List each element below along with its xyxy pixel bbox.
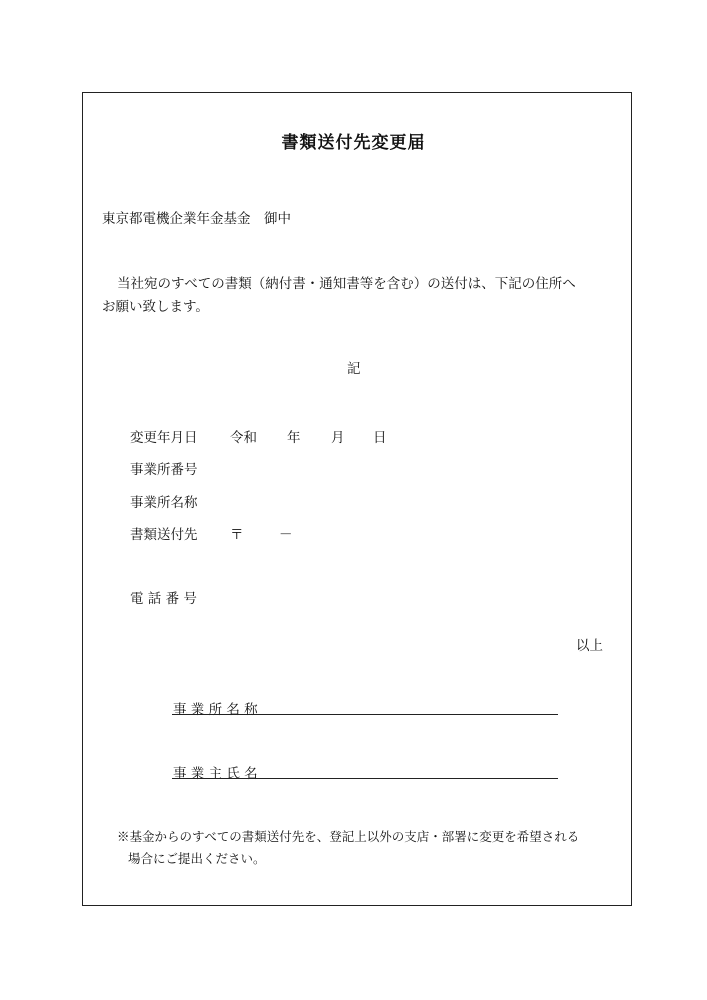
month-label: 月 [331, 430, 345, 446]
postal-dash: － [279, 527, 293, 543]
send-to-label: 書類送付先 [130, 527, 198, 543]
sig-owner-name-label: 事 業 主 氏 名 [173, 766, 258, 782]
sig-owner-name-line [172, 778, 558, 779]
postal-mark: 〒 [230, 527, 244, 543]
body-text-line1: 当社宛のすべての書類（納付書・通知書等を含む）の送付は、下記の住所へ [117, 276, 576, 292]
ki-heading: 記 [347, 361, 361, 377]
addressee: 東京都電機企業年金基金 御中 [102, 211, 291, 227]
note-line2: 場合にご提出ください。 [128, 851, 266, 866]
ijou-text: 以上 [576, 638, 603, 654]
office-number-label: 事業所番号 [130, 462, 198, 478]
year-label: 年 [287, 430, 301, 446]
sig-office-name-label: 事 業 所 名 称 [173, 702, 258, 718]
note-line1: ※基金からのすべての書類送付先を、登記上以外の支店・部署に変更を希望される [117, 829, 580, 844]
sig-office-name-line [172, 714, 558, 715]
reiwa-label: 令和 [230, 430, 257, 446]
form-title: 書類送付先変更届 [281, 133, 426, 153]
office-name-label: 事業所名称 [130, 495, 198, 511]
day-label: 日 [373, 430, 387, 446]
phone-label: 電 話 番 号 [130, 591, 197, 607]
body-text-line2: お願い致します。 [102, 299, 209, 315]
change-date-label: 変更年月日 [130, 430, 198, 446]
